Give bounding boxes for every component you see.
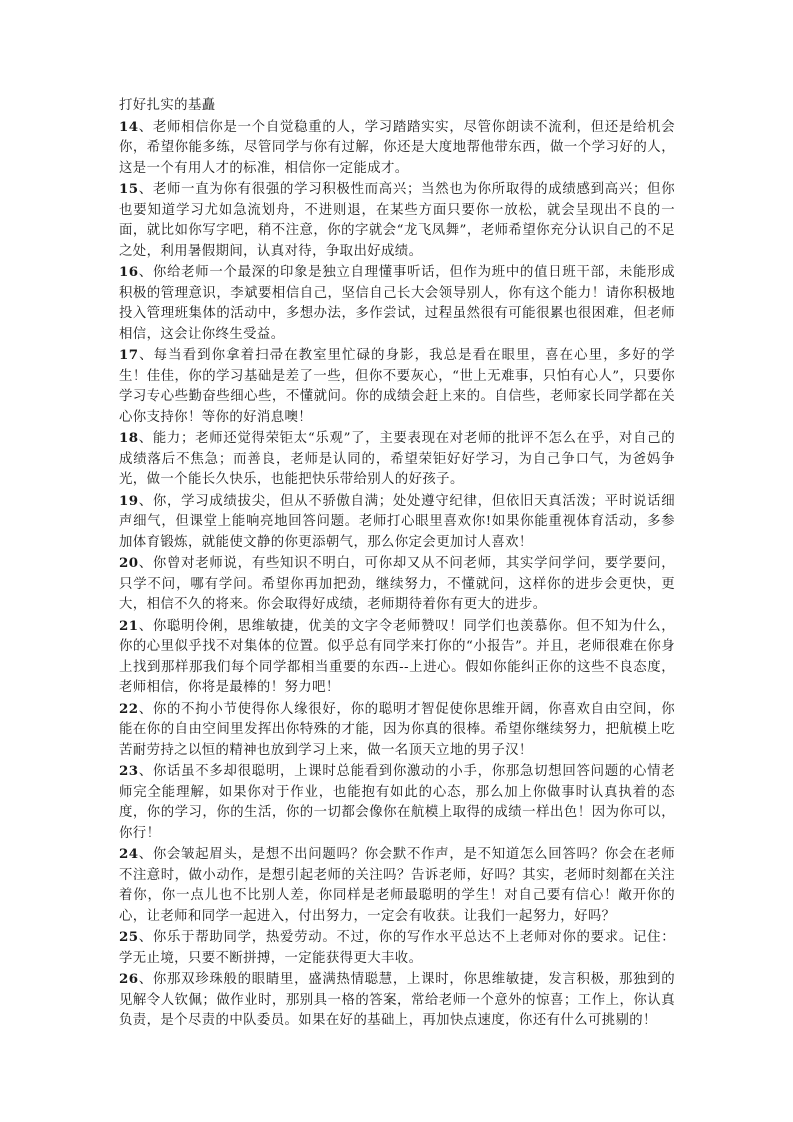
paragraph-text: 、老师相信你是一个自觉稳重的人，学习踏踏实实，尽管你朗读不流利，但还是给机会你，希望你能多练，尽管同学与你有过解，你还是大度地帮他带东西，做一个学习好的人，这是一个有用人才的标准，相信你一定能成才。 xyxy=(119,119,675,176)
paragraph-text: 、能力；老师还觉得荣钜太“乐观”了，主要表现在对老师的批评不怎么在乎，对自己的成绩落后不焦急；而善良，老师是认同的，希望荣钜好好学习，为自己争口气，为爸妈争光，做一个能长久快乐，也能把快乐带给别人的好孩子。 xyxy=(119,431,675,487)
comment-paragraph xyxy=(119,345,675,428)
paragraph-text: 、你那双珍珠般的眼睛里，盛满热情聪慧，上课时，你思维敏捷，发言积极，那独到的见解令人钦佩；做作业时，那别具一格的答案，常给老师一个意外的惊喜；工作上，你认真负责，是个尽责的中队委员。如果在好的基础上，再加快点速度，你还有什么可挑剔的！ xyxy=(119,972,675,1028)
paragraph-number: 23 xyxy=(119,763,139,779)
comment-paragraph xyxy=(119,428,675,491)
paragraph-number: 22 xyxy=(119,700,139,717)
paragraph-text: 、你乐于帮助同学，热爱劳动。不过，你的写作水平总达不上老师对你的要求。记住：学无止境，只要不断拼搏，一定能获得更大丰收。 xyxy=(119,930,675,966)
comment-paragraph xyxy=(119,699,675,762)
paragraph-text: 、你，学习成绩拔尖，但从不骄傲自满；处处遵守纪律，但依旧天真活泼；平时说话细声细气，但课堂上能响亮地回答问题。老师打心眼里喜欢你!如果你能重视体育活动，多参加体育锻炼，就能使文静的你更添朝气，那么你定会更加讨人喜欢！ xyxy=(119,493,675,550)
comment-paragraph xyxy=(119,616,675,699)
paragraph-number: 16 xyxy=(119,264,139,280)
comment-paragraph xyxy=(119,117,675,180)
paragraph-number: 21 xyxy=(119,617,139,634)
comment-paragraph xyxy=(119,969,675,1032)
paragraph-number: 15 xyxy=(119,181,139,197)
comment-paragraph xyxy=(119,179,675,262)
paragraph-number: 25 xyxy=(119,929,139,945)
paragraph-text: 、你聪明伶俐，思维敏捷，优美的文字令老师赞叹！同学们也羡慕你。但不知为什么，你的心里似乎找不对集体的位置。似乎总有同学来打你的“小报告”。并且，老师很难在你身上找到那样那我们每个同学都相当重要的东西--上进心。假如你能纠正你的这些不良态度，老师相信，你将是最棒的！努力吧！ xyxy=(119,618,675,695)
paragraph-text: 、你话虽不多却很聪明，上课时总能看到你激动的小手，你那急切想回答问题的心情老师完全能理解，如果你对于作业，也能抱有如此的心态，那么加上你做事时认真执着的态度，你的学习，你的生活，你的一切都会像你在航模上取得的成绩一样出色！因为你可以，你行！ xyxy=(119,764,675,841)
paragraph-number: 26 xyxy=(119,971,139,987)
paragraph-text: 、你给老师一个最深的印象是独立自理懂事听话，但作为班中的值日班干部，未能形成积极的管理意识，李斌要相信自己，坚信自己长大会领导别人，你有这个能力！请你积极地投入管理班集体的活动中，多想办法，多作尝试，过程虽然很有可能很累也很困难，但老师相信，这会让你终生受益。 xyxy=(119,265,675,342)
comment-paragraph xyxy=(119,262,675,345)
comment-paragraph xyxy=(119,553,675,616)
document-page xyxy=(119,96,675,1032)
comment-paragraph xyxy=(119,844,675,927)
paragraph-number: 24 xyxy=(119,846,139,862)
document-heading: 打好扎实的基矗 xyxy=(119,98,216,113)
paragraph-text: 、老师一直为你有很强的学习积极性而高兴；当然也为你所取得的成绩感到高兴；但你也要知道学习尤如急流划舟，不进则退，在某些方面只要你一放松，就会呈现出不良的一面，就比如你写字吧，稍不注意，你的字就会“龙飞凤舞”，老师希望你充分认识自己的不足之处，利用暑假期间，认真对待，争取出好成绩。 xyxy=(119,182,675,259)
paragraph-text: 、每当看到你拿着扫帚在教室里忙碌的身影，我总是看在眼里，喜在心里，多好的学生！佳佳，你的学习基础是差了一些，但你不要灰心，“世上无难事，只怕有心人”，只要你学习专心些勤奋些细心些，不懂就问。你的成绩会赶上来的。自信些，老师家长同学都在关心你支持你！等你的好消息噢！ xyxy=(119,348,675,425)
paragraph-number: 19 xyxy=(119,492,139,509)
comment-paragraph xyxy=(119,491,675,554)
paragraph-number: 20 xyxy=(119,555,139,571)
comment-paragraph xyxy=(119,927,675,969)
paragraph-text: 、你会皱起眉头，是想不出问题吗？你会默不作声，是不知道怎么回答吗？你会在老师不注意时，做小动作，是想引起老师的关注吗？告诉老师，好吗？其实，老师时刻都在关注着你，你一点儿也不比别人差，你同样是老师最聪明的学生！对自己要有信心！敞开你的心，让老师和同学一起进入，付出努力，一定会有收获。让我们一起努力，好吗？ xyxy=(119,847,675,924)
comment-paragraph xyxy=(119,761,675,844)
paragraph-number: 14 xyxy=(119,118,139,135)
paragraph-number: 18 xyxy=(119,430,139,446)
paragraph-number: 17 xyxy=(119,347,139,363)
paragraph-text: 、你的不拘小节使得你人缘很好，你的聪明才智促使你思维开阔，你喜欢自由空间，你能在你的自由空间里发挥出你特殊的才能，因为你真的很棒。希望你继续努力，把航模上吃苦耐劳持之以恒的精神也放到学习上来，做一名顶天立地的男子汉！ xyxy=(119,701,675,758)
paragraph-text: 、你曾对老师说，有些知识不明白，可你却又从不问老师，其实学问学问，要学要问，只学不问，哪有学问。希望你再加把劲，继续努力，不懂就问，这样你的进步会更快，更大，相信不久的将来。你会取得好成绩，老师期待着你有更大的进步。 xyxy=(119,556,675,612)
